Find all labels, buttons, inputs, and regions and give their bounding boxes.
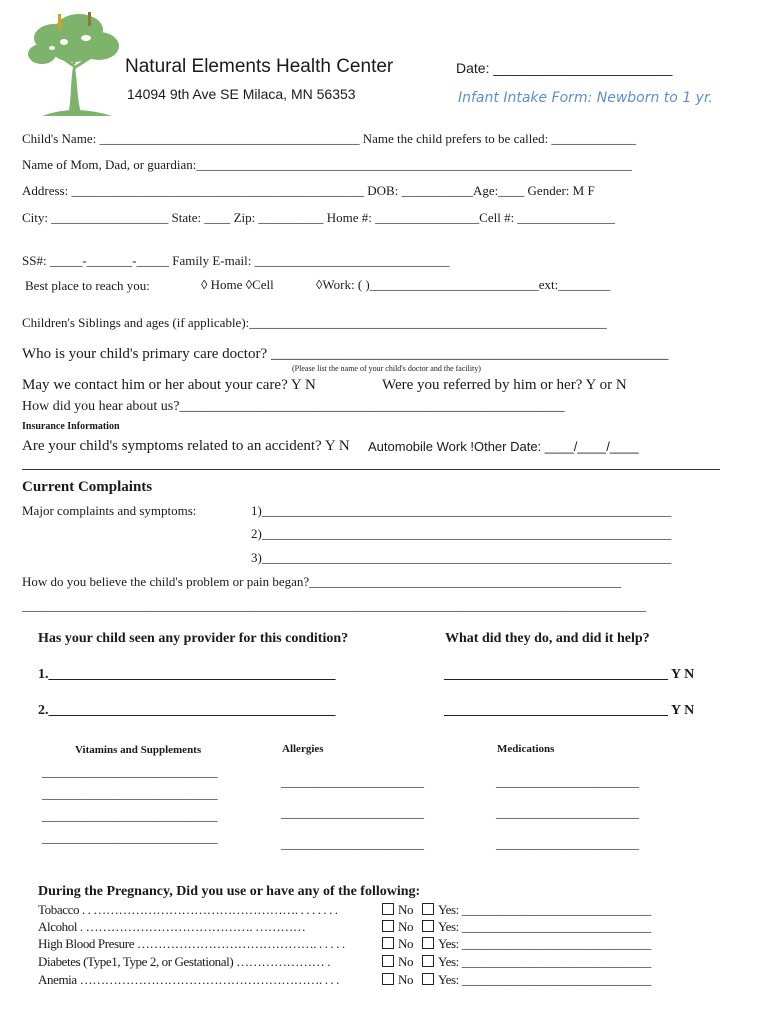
no-checkbox[interactable] xyxy=(382,937,394,949)
best-place-label: Best place to reach you: xyxy=(25,278,150,293)
complaint-line-2[interactable]: 2)_______________________________________________________________ xyxy=(251,526,672,541)
complaint-line-1[interactable]: 1)_______________________________________________________________ xyxy=(251,503,672,518)
best-place-home-cell[interactable]: ◊ Home ◊Cell xyxy=(201,277,274,292)
allergy-line[interactable]: ______________________ xyxy=(281,805,424,820)
allergy-line[interactable]: ______________________ xyxy=(281,774,424,789)
yes-field[interactable]: Yes: _______________________________ xyxy=(437,902,651,917)
vitamin-line[interactable]: ___________________________ xyxy=(42,808,218,823)
medication-line[interactable]: ______________________ xyxy=(496,774,639,789)
no-label: No xyxy=(398,902,414,917)
hear-about-line[interactable]: How did you hear about us?_______________________________________________________ xyxy=(22,399,565,414)
ss-email-line[interactable]: SS#: _____-_______-_____ Family E-mail: ______________________________ xyxy=(22,253,450,268)
no-checkbox[interactable] xyxy=(382,955,394,967)
pregnancy-heading: During the Pregnancy, Did you use or have any of the following: xyxy=(38,884,421,899)
pregnancy-item-label: High Blood Presure ……………………………………. . . . . . xyxy=(38,936,345,951)
provider-item-1[interactable]: 1._________________________________________ xyxy=(38,667,336,682)
yes-field[interactable]: Yes: _______________________________ xyxy=(437,919,651,934)
no-label: No xyxy=(398,919,414,934)
yes-field[interactable]: Yes: _______________________________ xyxy=(437,954,651,969)
primary-doctor-line[interactable]: Who is your child's primary care doctor? _____________________________________________________ xyxy=(22,346,669,362)
pregnancy-item-label: Alcohol . …………………………………. ………… xyxy=(38,919,306,934)
pregnancy-item-label: Anemia …………………………………………………. . . . xyxy=(38,972,339,987)
provider-help-question: What did they do, and did it help? xyxy=(445,631,650,646)
yes-field[interactable]: Yes: _______________________________ xyxy=(437,972,651,987)
major-complaints-label: Major complaints and symptoms: xyxy=(22,503,197,518)
yes-checkbox[interactable] xyxy=(422,973,434,985)
complaints-heading: Current Complaints xyxy=(22,479,153,495)
allergies-heading: Allergies xyxy=(282,743,324,755)
medication-line[interactable]: ______________________ xyxy=(496,836,639,851)
provider-answer-2[interactable]: ________________________________ Y N xyxy=(444,703,695,718)
pregnancy-item-label: Tobacco . . …………………………………………. . . . . . . . xyxy=(38,902,338,917)
no-label: No xyxy=(398,954,414,969)
medications-heading: Medications xyxy=(497,743,555,755)
clinic-address: 14094 9th Ave SE Milaca, MN 56353 xyxy=(127,86,356,102)
no-checkbox[interactable] xyxy=(382,920,394,932)
child-name-line[interactable]: Child's Name: ________________________________________ Name the child prefers to be called: _____________ xyxy=(22,131,636,146)
referred-question[interactable]: Were you referred by him or her? Y or N xyxy=(382,377,627,393)
pregnancy-item-label: Diabetes (Type1, Type 2, or Gestational) ………………… . xyxy=(38,954,331,969)
date-field[interactable]: Date: _______________________ xyxy=(456,60,673,76)
yes-field[interactable]: Yes: _______________________________ xyxy=(437,936,651,951)
complaint-line-3[interactable]: 3)_______________________________________________________________ xyxy=(251,550,672,565)
vitamin-line[interactable]: ___________________________ xyxy=(42,830,218,845)
best-place-work[interactable]: ◊Work: ( )__________________________ext:________ xyxy=(316,277,611,292)
insurance-heading: Insurance Information xyxy=(22,421,120,432)
city-line[interactable]: City: __________________ State: ____ Zip: __________ Home #: ________________Cell #: _______________ xyxy=(22,210,615,225)
yes-checkbox[interactable] xyxy=(422,920,434,932)
problem-began-line[interactable]: How do you believe the child's problem or pain began?________________________________________________ xyxy=(22,574,622,589)
problem-extra-line[interactable]: ________________________________________________________________________________________________ xyxy=(22,598,646,613)
vitamin-line[interactable]: ___________________________ xyxy=(42,786,218,801)
no-checkbox[interactable] xyxy=(382,973,394,985)
doctor-note: (Please list the name of your child's doctor and the facility) xyxy=(292,364,481,373)
guardian-line[interactable]: Name of Mom, Dad, or guardian:___________________________________________________________________ xyxy=(22,157,632,172)
provider-answer-1[interactable]: ________________________________ Y N xyxy=(444,667,695,682)
no-label: No xyxy=(398,936,414,951)
no-checkbox[interactable] xyxy=(382,903,394,915)
yes-checkbox[interactable] xyxy=(422,903,434,915)
clinic-name: Natural Elements Health Center xyxy=(125,56,394,77)
allergy-line[interactable]: ______________________ xyxy=(281,836,424,851)
yes-checkbox[interactable] xyxy=(422,955,434,967)
siblings-line[interactable]: Children's Siblings and ages (if applicable):_______________________________________________________ xyxy=(22,315,607,330)
accident-question[interactable]: Are your child's symptoms related to an accident? Y N xyxy=(22,438,350,454)
provider-question: Has your child seen any provider for this condition? xyxy=(38,631,349,646)
no-label: No xyxy=(398,972,414,987)
divider xyxy=(22,469,720,470)
address-line[interactable]: Address: _____________________________________________ DOB: ___________Age:____ Gender: M F xyxy=(22,183,595,198)
vitamins-heading: Vitamins and Supplements xyxy=(75,744,202,756)
form-title: Infant Intake Form: Newborn to 1 yr. xyxy=(458,90,713,106)
tree-logo-icon xyxy=(24,8,124,118)
contact-doctor-question[interactable]: May we contact him or her about your care? Y N xyxy=(22,377,316,393)
medication-line[interactable]: ______________________ xyxy=(496,805,639,820)
vitamin-line[interactable]: ___________________________ xyxy=(42,764,218,779)
yes-checkbox[interactable] xyxy=(422,937,434,949)
provider-item-2[interactable]: 2._________________________________________ xyxy=(38,703,336,718)
accident-options[interactable]: Automobile Work !Other Date: ____/____/____ xyxy=(368,439,639,454)
